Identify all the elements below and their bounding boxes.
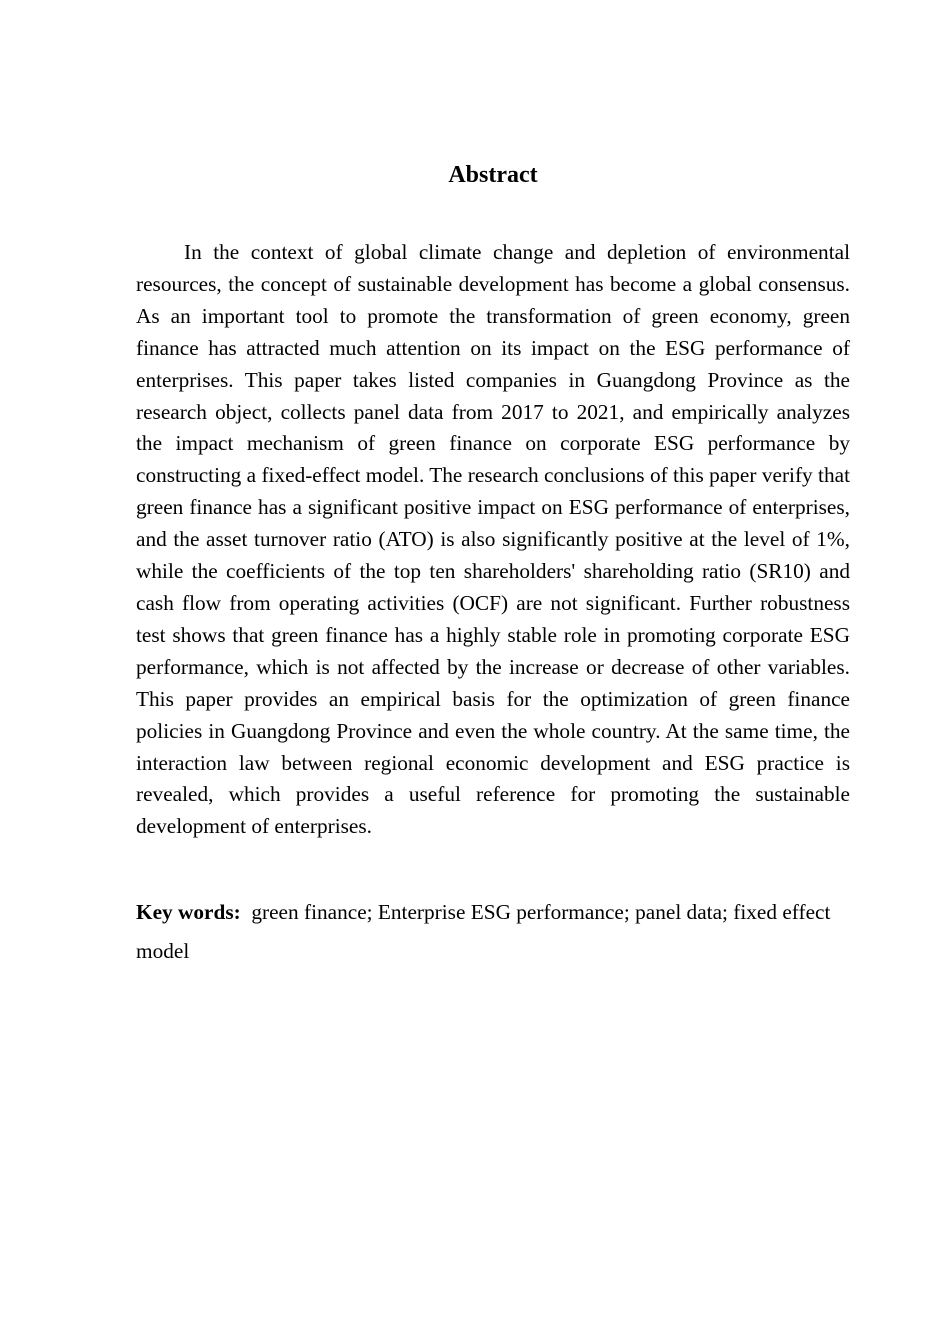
abstract-heading: Abstract bbox=[448, 162, 538, 188]
keywords-label: Key words: bbox=[136, 900, 241, 924]
abstract-paragraph: In the context of global climate change and depletion of environmental resources, the concept of sustainable development has become a global consensus. As an important tool to promote the transformation of green economy, green finance has attracted much attention on its impact on the ESG performance of enterprises. This paper takes listed companies in Guangdong Province as the research object, collects panel data from 2017 to 2021, and empirically analyzes the impact mechanism of green finance on corporate ESG performance by constructing a fixed-effect model. The research conclusions of this paper verify that green finance has a significant positive impact on ESG performance of enterprises, and the asset turnover ratio (ATO) is also significantly positive at the level of 1%, while the coefficients of the top ten shareholders' shareholding ratio (SR10) and cash flow from operating activities (OCF) are not significant. Further robustness test shows that green finance has a highly stable role in promoting corporate ESG performance, which is not affected by the increase or decrease of other variables. This paper provides an empirical basis for the optimization of green finance policies in Guangdong Province and even the whole country. At the same time, the interaction law between regional economic development and ESG practice is revealed, which provides a useful reference for promoting the sustainable development of enterprises. bbox=[136, 240, 850, 839]
keywords-line bbox=[136, 893, 836, 970]
keywords-text: green finance; Enterprise ESG performance; panel data; fixed effect model bbox=[136, 900, 831, 963]
